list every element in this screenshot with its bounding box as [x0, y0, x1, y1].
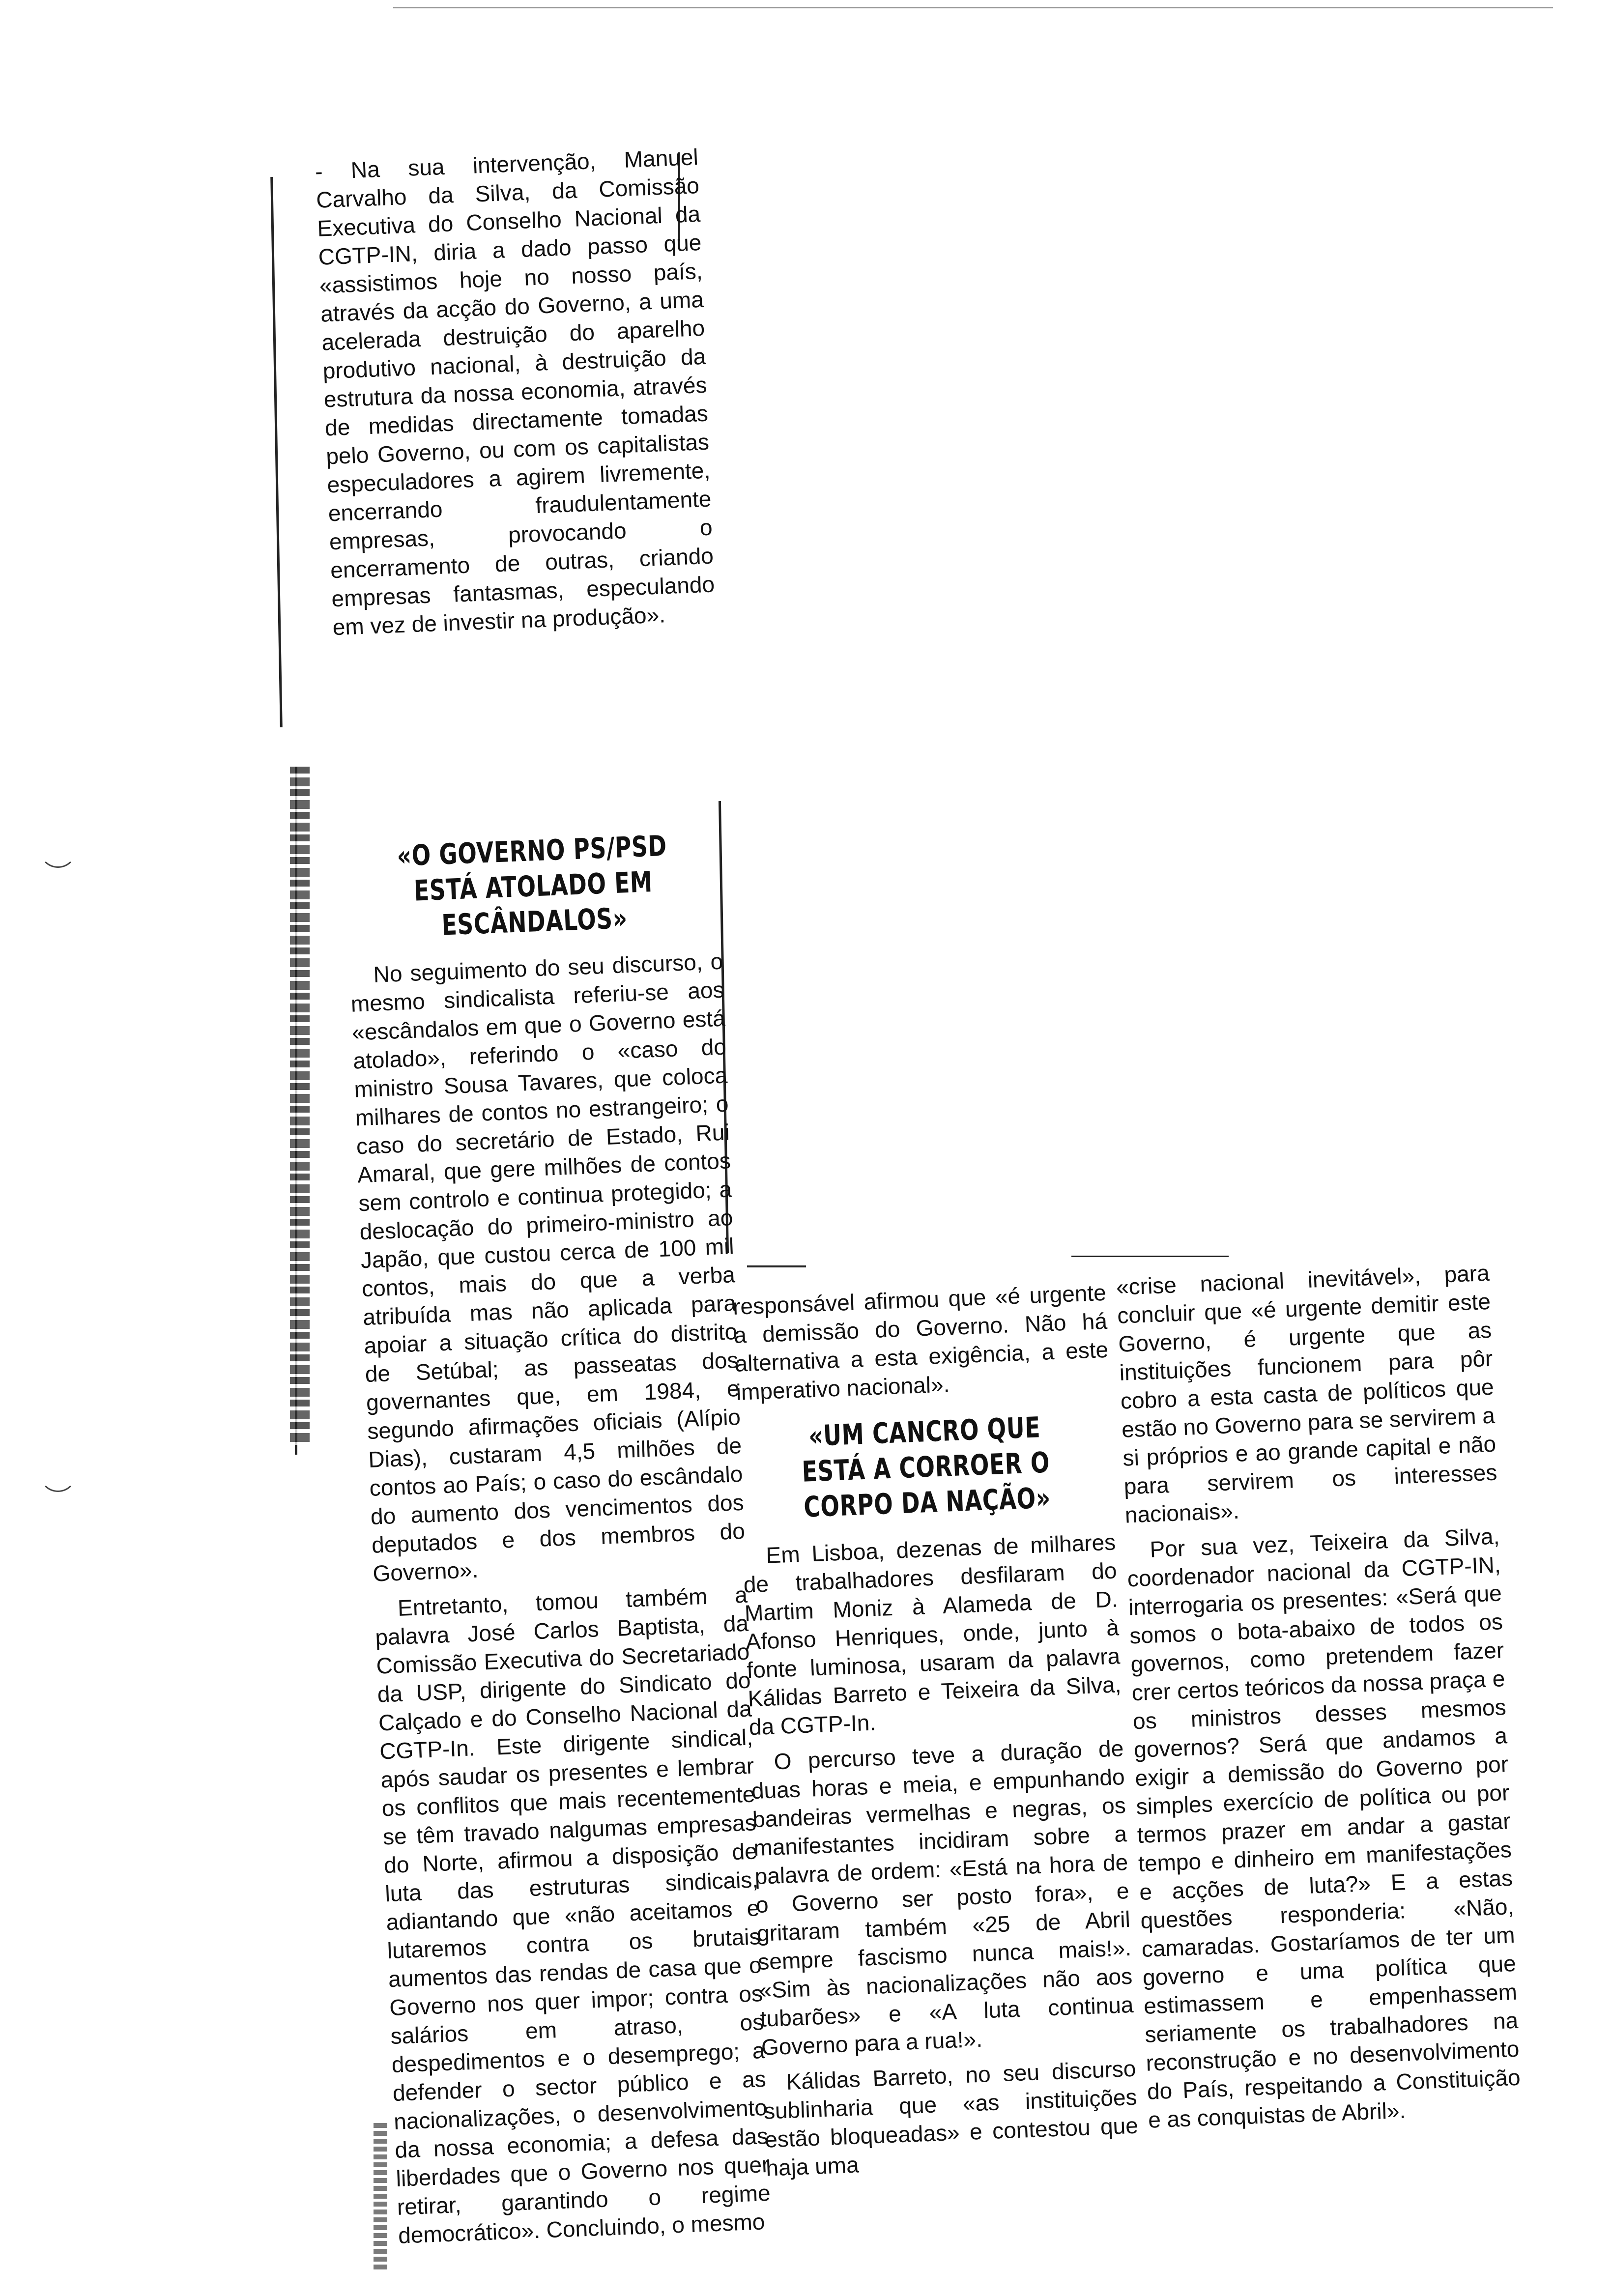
- top-edge-line: [393, 7, 1553, 8]
- scan-shadow-edge: [290, 767, 310, 1445]
- article-column-3: [1116, 1259, 1522, 2134]
- paragraph-jose-carlos-baptista: Entretanto, tomou também a palavra José Carlos Baptista, da Comissão Executiva do Secretariado da USP, dirigente do Sindicato do Calçado e do Conselho Nacional da CGTP-In. Este dirigente sindical, após saudar os presentes e lembrar os conflitos que mais recentemente se têm travado nalgumas empresas do Norte, afirmou a disposição de luta das estruturas sindicais, adiantando que «não aceitamos e lutaremos contra os brutais aumentos das rendas de casa que o Governo nos quer impor; contra os salários em atraso, os despedimentos e o desemprego; a defender o sector público e as nacionalizações, o desenvolvimento da nossa economia; a defesa das liberdades que o Governo nos quer retirar, garantindo o regime democrático». Concluindo, o mesmo: [374, 1581, 771, 2248]
- article-column-1: [315, 143, 716, 641]
- scan-mark-arc-2: [39, 1455, 77, 1492]
- subheading-cancro: «UM CANCRO QUE ESTÁ A CORROER O CORPO DA NAÇÃO»: [801, 1410, 1052, 1524]
- paragraph-intro: - Na sua intervenção, Manuel Carvalho da Silva, da Comissão Executiva do Conselho Nacional da CGTP-IN, diria a dado passo que «assistimos hoje no nosso país, através da acção do Governo, a uma acelerada destruição do aparelho produtivo nacional, à destruição da estrutura da nossa economia, através de medidas directamente tomadas pelo Governo, ou com os capitalistas especuladores a agirem livremente, encerrando fraudulentamente empresas, provocando o encerramento de outras, criando empresas fantasmas, especulando em vez de investir na produção».: [315, 144, 715, 640]
- column-rule-left: [270, 177, 283, 727]
- paragraph-lisboa: Em Lisboa, dezenas de milhares de trabalhadores desfilaram do Martim Moniz à Alameda de D. Afonso Henriques, onde, junto à fonte luminosa, usaram da palavra Kálidas Barreto e Teixeira da Silva, da CGTP-In.: [743, 1529, 1122, 1740]
- paragraph-percurso: O percurso teve a duração de duas horas e meia, e empunhando bandeiras vermelhas e negras, os manifestantes incidiram sobre a palavra de ordem: «Está na hora de o Governo ser posto fora», e gritaram também «25 de Abril sempre fascismo nunca mais!». «Sim às nacionalizações não aos tubarões» e «A luta continua Governo para a rua!».: [750, 1735, 1134, 2060]
- article-column-1-lower: [344, 811, 772, 2250]
- column-rule-top-right: [1071, 1256, 1229, 1257]
- paragraph-teixeira-da-silva: Por sua vez, Teixeira da Silva, coordenador nacional da CGTP-IN, interrogaria os presentes: «Será que somos o bota-abaixo de todos os governos, como pretendem fazer crer certos teóricos da nossa praça e os ministros desses mesmos governos? Será que andamos a exigir a demissão do Governo por simples exercício de política ou por termos prazer em andar a gastar tempo e dinheiro em manifestações e acções de luta?» E a estas questões responderia: «Não, camaradas. Gostaríamos de ter um governo e uma política que estimassem e empenhassem seriamente os trabalhadores na reconstrução e no desenvolvimento do País, respeitando a Constituição e as conquistas de Abril».: [1126, 1523, 1521, 2133]
- subheading-governo-atolado: «O GOVERNO PS/PSD ESTÁ ATOLADO EM ESCÂNDALOS»: [396, 829, 668, 942]
- paragraph-escandalos: No seguimento do seu discurso, o mesmo sindicalista referiu-se aos «escândalos em que o Governo está atolado», referindo o «caso do ministro Sousa Tavares, que coloca milhares de contos no estrangeiro; o caso do secretário de Estado, Rui Amaral, que gere milhões de contos sem controlo e continua protegido; a deslocação do primeiro-ministro ao Japão, que custou cerca de 100 mil contos, mais do que a verba atribuída mas não aplicada para apoiar a situação crítica do distrito de Setúbal; as passeatas dos governantes que, em 1984, e segundo afirmações oficiais (Alípio Dias), custaram 4,5 milhões de contos ao País; o caso do escândalo do aumento dos vencimentos dos deputados e dos membros do Governo».: [350, 948, 746, 1586]
- paragraph-kalidas-barreto: Kálidas Barreto, no seu discurso sublinharia que «as instituições estão bloqueadas» e contestou que haja uma: [763, 2055, 1139, 2181]
- article-column-2: [732, 1278, 1140, 2182]
- paragraph-responsavel: responsável afirmou que «é urgente a demissão do Governo. Não há alternativa a esta exigência, a este imperativo nacional».: [732, 1279, 1109, 1405]
- paragraph-crise-nacional: «crise nacional inevitável», para concluir que «é urgente demitir este Governo, é urgente que as instituições funcionem para pôr cobro a esta casta de políticos que estão no Governo para se servirem a si próprios e ao grande capital e não para servirem os interesses nacionais».: [1116, 1260, 1498, 1528]
- scan-shadow-edge-bottom: [374, 2123, 387, 2270]
- scan-mark-arc-1: [39, 831, 77, 868]
- column-rule-mid-foot: [747, 1265, 806, 1267]
